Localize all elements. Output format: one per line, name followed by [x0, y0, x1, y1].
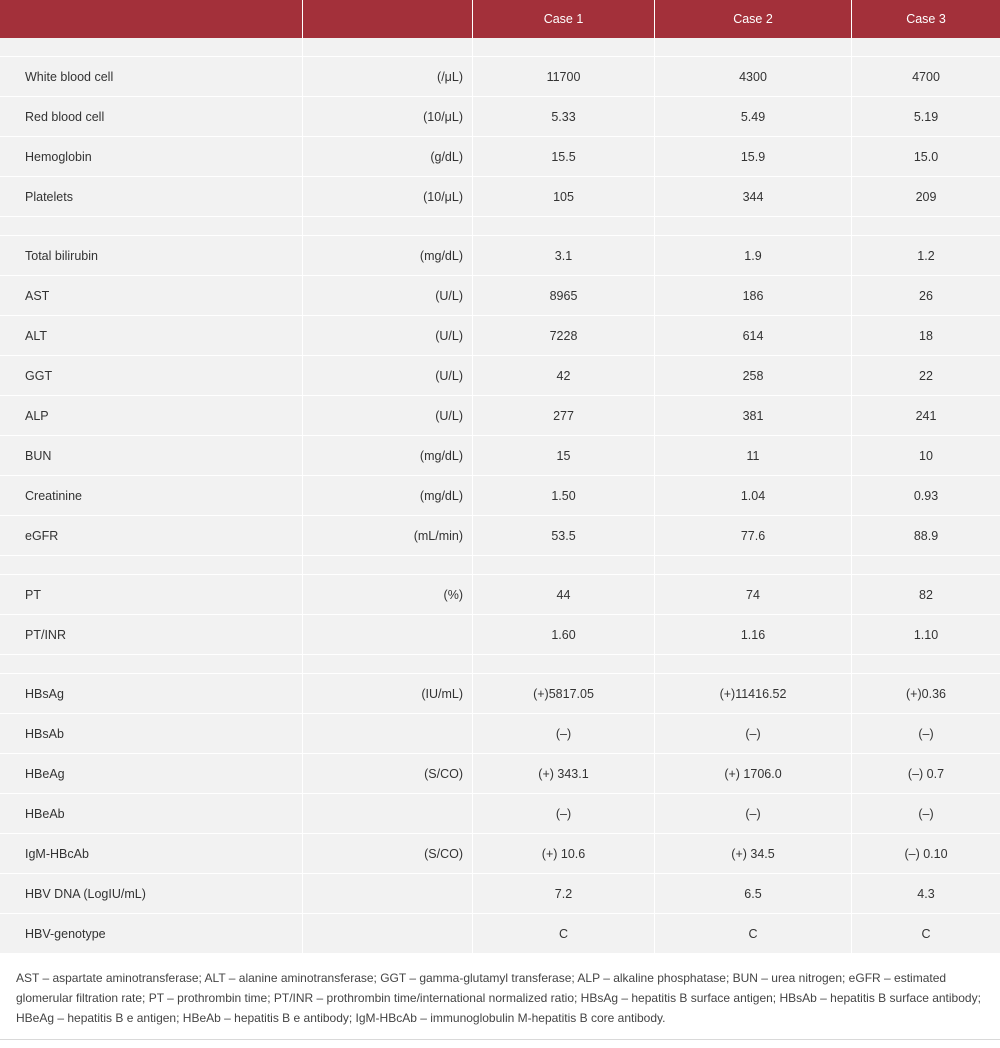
case-3-value: 0.93: [852, 476, 1000, 516]
table-row: [0, 316, 1000, 356]
case-2-value: 4300: [655, 57, 852, 97]
case-2-value: 74: [655, 575, 852, 615]
case-2-value: C: [655, 914, 852, 954]
header-label-column: [0, 0, 303, 38]
bottom-divider: [0, 1039, 1000, 1040]
case-3-value: 18: [852, 316, 1000, 356]
table-row: [0, 516, 1000, 556]
row-label: Hemoglobin: [0, 137, 303, 177]
spacer-cell: [473, 217, 655, 236]
table-row: [0, 236, 1000, 276]
case-2-value: 381: [655, 396, 852, 436]
case-1-value: 1.50: [473, 476, 655, 516]
row-label: Platelets: [0, 177, 303, 217]
case-2-value: 614: [655, 316, 852, 356]
case-1-value: 8965: [473, 276, 655, 316]
row-unit: (10/μL): [303, 97, 473, 137]
row-label: White blood cell: [0, 57, 303, 97]
case-1-value: 7228: [473, 316, 655, 356]
table-footnote: AST – aspartate aminotransferase; ALT – alanine aminotransferase; GGT – gamma-glutamyl transferase; ALP – alkaline phosphatase; BUN – urea nitrogen; eGFR – estimated glomerular filtration rate; PT – prothrombin time; PT/INR – prothrombin time/international normalized ratio; HBsAg – hepatitis B surface antigen; HBsAb – hepatitis B surface antibody; HBeAg – hepatitis B e antigen; HBeAb – hepatitis B e antibody; IgM-HBcAb – immunoglobulin M-hepatitis B core antibody.: [16, 971, 981, 1025]
spacer-cell: [303, 655, 473, 674]
case-3-value: C: [852, 914, 1000, 954]
row-unit: (U/L): [303, 396, 473, 436]
case-3-value: 10: [852, 436, 1000, 476]
table-row: [0, 276, 1000, 316]
row-unit: (g/dL): [303, 137, 473, 177]
row-unit: (mg/dL): [303, 436, 473, 476]
row-unit: [303, 714, 473, 754]
spacer-cell: [852, 655, 1000, 674]
case-2-value: (–): [655, 714, 852, 754]
table-row: [0, 794, 1000, 834]
case-3-value: 1.10: [852, 615, 1000, 655]
row-unit: [303, 914, 473, 954]
table-body: [0, 38, 1000, 954]
row-label: ALP: [0, 396, 303, 436]
row-label: Creatinine: [0, 476, 303, 516]
case-2-value: 5.49: [655, 97, 852, 137]
row-label: HBeAb: [0, 794, 303, 834]
case-3-value: (+)0.36: [852, 674, 1000, 714]
row-unit: (U/L): [303, 276, 473, 316]
row-unit: (mg/dL): [303, 236, 473, 276]
row-label: IgM-HBcAb: [0, 834, 303, 874]
case-2-value: 77.6: [655, 516, 852, 556]
spacer-cell: [852, 38, 1000, 57]
case-2-value: (–): [655, 794, 852, 834]
case-3-value: 15.0: [852, 137, 1000, 177]
row-unit: (10/μL): [303, 177, 473, 217]
case-1-value: 53.5: [473, 516, 655, 556]
row-unit: (S/CO): [303, 834, 473, 874]
table-row: [0, 57, 1000, 97]
case-1-value: 42: [473, 356, 655, 396]
case-1-value: (+) 343.1: [473, 754, 655, 794]
table-row: [0, 674, 1000, 714]
table-row: [0, 476, 1000, 516]
case-1-value: (–): [473, 714, 655, 754]
spacer-cell: [655, 217, 852, 236]
case-2-value: 258: [655, 356, 852, 396]
row-unit: (U/L): [303, 356, 473, 396]
header-case-3: Case 3: [852, 0, 1000, 38]
case-2-value: (+) 34.5: [655, 834, 852, 874]
case-1-value: (+) 10.6: [473, 834, 655, 874]
row-label: HBsAg: [0, 674, 303, 714]
case-3-value: (–): [852, 714, 1000, 754]
case-1-value: 277: [473, 396, 655, 436]
table-header-row: [0, 0, 1000, 38]
case-1-value: 7.2: [473, 874, 655, 914]
case-2-value: (+)11416.52: [655, 674, 852, 714]
row-label: Red blood cell: [0, 97, 303, 137]
row-label: BUN: [0, 436, 303, 476]
case-3-value: 88.9: [852, 516, 1000, 556]
spacer-cell: [473, 38, 655, 57]
case-1-value: 1.60: [473, 615, 655, 655]
row-label: HBsAb: [0, 714, 303, 754]
row-unit: [303, 615, 473, 655]
section-spacer-row: [0, 38, 1000, 57]
spacer-cell: [655, 38, 852, 57]
case-1-value: 11700: [473, 57, 655, 97]
row-unit: (%): [303, 575, 473, 615]
row-unit: (mL/min): [303, 516, 473, 556]
table-row: [0, 137, 1000, 177]
table-row: [0, 615, 1000, 655]
table-row: [0, 575, 1000, 615]
table-row: [0, 914, 1000, 954]
spacer-cell: [303, 556, 473, 575]
case-1-value: 15: [473, 436, 655, 476]
row-unit: (U/L): [303, 316, 473, 356]
case-3-value: 1.2: [852, 236, 1000, 276]
row-label: HBV-genotype: [0, 914, 303, 954]
spacer-cell: [473, 655, 655, 674]
case-3-value: (–) 0.7: [852, 754, 1000, 794]
table-row: [0, 436, 1000, 476]
row-label: eGFR: [0, 516, 303, 556]
section-spacer-row: [0, 217, 1000, 236]
case-2-value: 1.16: [655, 615, 852, 655]
table-row: [0, 356, 1000, 396]
spacer-cell: [0, 217, 303, 236]
case-1-value: 105: [473, 177, 655, 217]
spacer-cell: [852, 217, 1000, 236]
section-spacer-row: [0, 556, 1000, 575]
row-label: AST: [0, 276, 303, 316]
case-3-value: 209: [852, 177, 1000, 217]
case-3-value: 22: [852, 356, 1000, 396]
case-1-value: 5.33: [473, 97, 655, 137]
row-unit: (S/CO): [303, 754, 473, 794]
row-label: GGT: [0, 356, 303, 396]
row-label: PT/INR: [0, 615, 303, 655]
spacer-cell: [0, 556, 303, 575]
header-case-1: Case 1: [473, 0, 655, 38]
case-1-value: (–): [473, 794, 655, 834]
table-row: [0, 874, 1000, 914]
row-label: PT: [0, 575, 303, 615]
spacer-cell: [303, 38, 473, 57]
row-unit: [303, 874, 473, 914]
table-row: [0, 177, 1000, 217]
table-row: [0, 396, 1000, 436]
header-unit-column: [303, 0, 473, 38]
row-unit: (/μL): [303, 57, 473, 97]
row-unit: (IU/mL): [303, 674, 473, 714]
case-1-value: 44: [473, 575, 655, 615]
table-row: [0, 754, 1000, 794]
case-2-value: 11: [655, 436, 852, 476]
case-3-value: 82: [852, 575, 1000, 615]
spacer-cell: [852, 556, 1000, 575]
case-3-value: (–) 0.10: [852, 834, 1000, 874]
spacer-cell: [473, 556, 655, 575]
case-2-value: 186: [655, 276, 852, 316]
spacer-cell: [655, 556, 852, 575]
case-2-value: 344: [655, 177, 852, 217]
case-3-value: 4700: [852, 57, 1000, 97]
row-label: Total bilirubin: [0, 236, 303, 276]
case-3-value: 5.19: [852, 97, 1000, 137]
row-label: HBeAg: [0, 754, 303, 794]
case-3-value: (–): [852, 794, 1000, 834]
case-2-value: 15.9: [655, 137, 852, 177]
case-3-value: 4.3: [852, 874, 1000, 914]
spacer-cell: [0, 655, 303, 674]
case-2-value: 1.04: [655, 476, 852, 516]
header-case-2: Case 2: [655, 0, 852, 38]
case-1-value: (+)5817.05: [473, 674, 655, 714]
spacer-cell: [655, 655, 852, 674]
case-2-value: (+) 1706.0: [655, 754, 852, 794]
case-1-value: C: [473, 914, 655, 954]
case-3-value: 241: [852, 396, 1000, 436]
case-2-value: 6.5: [655, 874, 852, 914]
case-1-value: 15.5: [473, 137, 655, 177]
row-label: ALT: [0, 316, 303, 356]
row-unit: [303, 794, 473, 834]
table-row: [0, 97, 1000, 137]
row-unit: (mg/dL): [303, 476, 473, 516]
spacer-cell: [303, 217, 473, 236]
case-3-value: 26: [852, 276, 1000, 316]
section-spacer-row: [0, 655, 1000, 674]
spacer-cell: [0, 38, 303, 57]
row-label: HBV DNA (LogIU/mL): [0, 874, 303, 914]
case-1-value: 3.1: [473, 236, 655, 276]
table-row: [0, 834, 1000, 874]
table-row: [0, 714, 1000, 754]
case-2-value: 1.9: [655, 236, 852, 276]
